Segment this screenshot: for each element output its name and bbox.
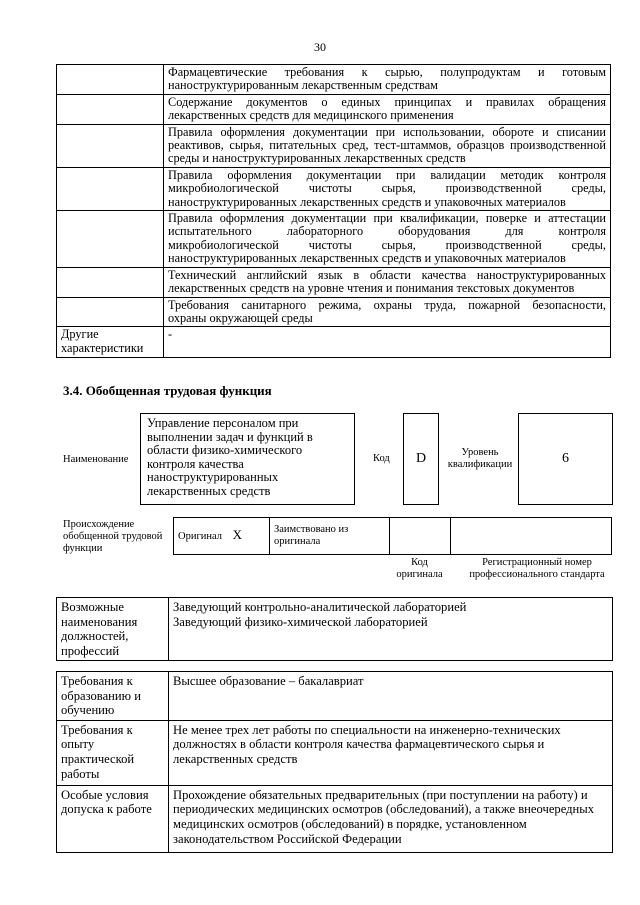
origin-table [173, 517, 612, 555]
other-value: - [164, 327, 611, 358]
level-label: Уровень квалификации [447, 447, 513, 470]
knowledge-line: Содержание документов о единых принципах и правилах обращения [168, 94, 606, 109]
knowledge-left-cell [57, 211, 164, 268]
knowledge-item [164, 297, 611, 327]
knowledge-line: Фармацевтические требования к сырью, полупродуктам и готовым [168, 65, 606, 79]
knowledge-line: наноструктурированных лекарственных средств и упаковочных материалов [168, 251, 566, 266]
page-number: 30 [314, 40, 326, 54]
requirements-table [56, 671, 613, 853]
req-value: Высшее образование – бакалавриат [169, 672, 613, 721]
knowledge-item [164, 124, 611, 167]
knowledge-line: среды и наноструктурированных лекарственных средств [168, 151, 466, 166]
origin-label: Происхождение обобщенной трудовой функции [63, 519, 163, 554]
knowledge-row [57, 124, 611, 167]
knowledge-row [57, 65, 611, 95]
name-label: Наименование [63, 454, 129, 465]
knowledge-left-cell [57, 297, 164, 327]
function-name-box: Управление персоналом при выполнении задач и функций в области физико-химического контроля качества наноструктурированных лекарственных средств [140, 413, 355, 505]
knowledge-row [57, 94, 611, 124]
knowledge-line: Правила оформления документации при квалификации, поверке и аттестации [168, 211, 606, 226]
original-label: Оригинал [178, 531, 222, 542]
knowledge-item [164, 211, 611, 268]
knowledge-row [57, 297, 611, 327]
knowledge-item [164, 267, 611, 297]
section-heading: 3.4. Обобщенная трудовая функция [63, 383, 272, 398]
borrowed-cell: Заимствовано из оригинала [270, 518, 390, 555]
knowledge-line: реактивов, сырья, питательных сред, тест-штаммов, образцов производственной [168, 138, 606, 153]
knowledge-row [57, 167, 611, 210]
knowledge-line: Технический английский язык в области качества наноструктурированных [168, 267, 606, 282]
knowledge-row [57, 211, 611, 268]
level-value-box: 6 [518, 413, 613, 505]
position-item: Заведующий контрольно-аналитической лабораторией [173, 600, 467, 614]
original-cell [174, 518, 270, 555]
knowledge-row [57, 267, 611, 297]
knowledge-left-cell [57, 94, 164, 124]
knowledge-line: наноструктурированным лекарственным средствам [168, 78, 438, 93]
knowledge-line: микробиологической чистоты сырья, производственной среды, [168, 181, 606, 196]
req-value: Прохождение обязательных предварительных (при поступлении на работу) и периодических медицинских осмотров (обследований), а также внеочередных медицинских осмотров (обследований) в порядке, установленном законодательством Российской Федерации [169, 785, 613, 852]
other-row [57, 327, 611, 358]
knowledge-item [164, 167, 611, 210]
req-label: Требования к образованию и обучению [57, 672, 169, 721]
knowledge-line: испытательного лабораторного оборудования для контроля [168, 224, 606, 239]
req-value: Не менее трех лет работы по специальности на инженерно-технических должностях в области контроля качества фармацевтического сырья и лекарственных средств [169, 720, 613, 785]
positions-values [169, 598, 613, 661]
knowledge-line: Требования санитарного режима, охраны труда, пожарной безопасности, [168, 297, 606, 312]
knowledge-item [164, 94, 611, 124]
knowledge-left-cell [57, 267, 164, 297]
knowledge-left-cell [57, 167, 164, 210]
knowledge-line: охраны окружающей среды [168, 310, 313, 325]
knowledge-left-cell [57, 124, 164, 167]
knowledge-item [164, 65, 611, 95]
code-value-box: D [403, 413, 439, 505]
knowledge-line: Правила оформления документации при валидации методик контроля [168, 167, 606, 182]
origin-reg-cell [451, 518, 612, 555]
code-label: Код [373, 453, 390, 464]
req-label: Особые условия допуска к работе [57, 785, 169, 852]
knowledge-left-cell [57, 65, 164, 95]
reg-caption: Регистрационный номер профессионального стандарта [469, 557, 605, 580]
position-item: Заведующий физико-химической лабораторией [173, 614, 428, 629]
knowledge-line: микробиологической чистоты сырья, производственной среды, [168, 237, 606, 252]
knowledge-line: лекарственных средств для медицинского применения [168, 108, 454, 123]
knowledge-line: Правила оформления документации при использовании, обороте и списании [168, 124, 606, 139]
positions-label: Возможные наименования должностей, профессий [57, 598, 169, 661]
knowledge-line: наноструктурированных лекарственных средств и упаковочных материалов [168, 194, 566, 209]
origin-code-cell [390, 518, 451, 555]
positions-table [56, 597, 613, 661]
original-mark: X [232, 527, 243, 542]
code-caption: Код оригинала [396, 557, 443, 580]
knowledge-table [56, 64, 611, 358]
knowledge-line: лекарственных средств на уровне чтения и понимания текстовых документов [168, 281, 575, 296]
req-label: Требования к опыту практической работы [57, 720, 169, 785]
other-label: Другие характеристики [57, 327, 164, 358]
